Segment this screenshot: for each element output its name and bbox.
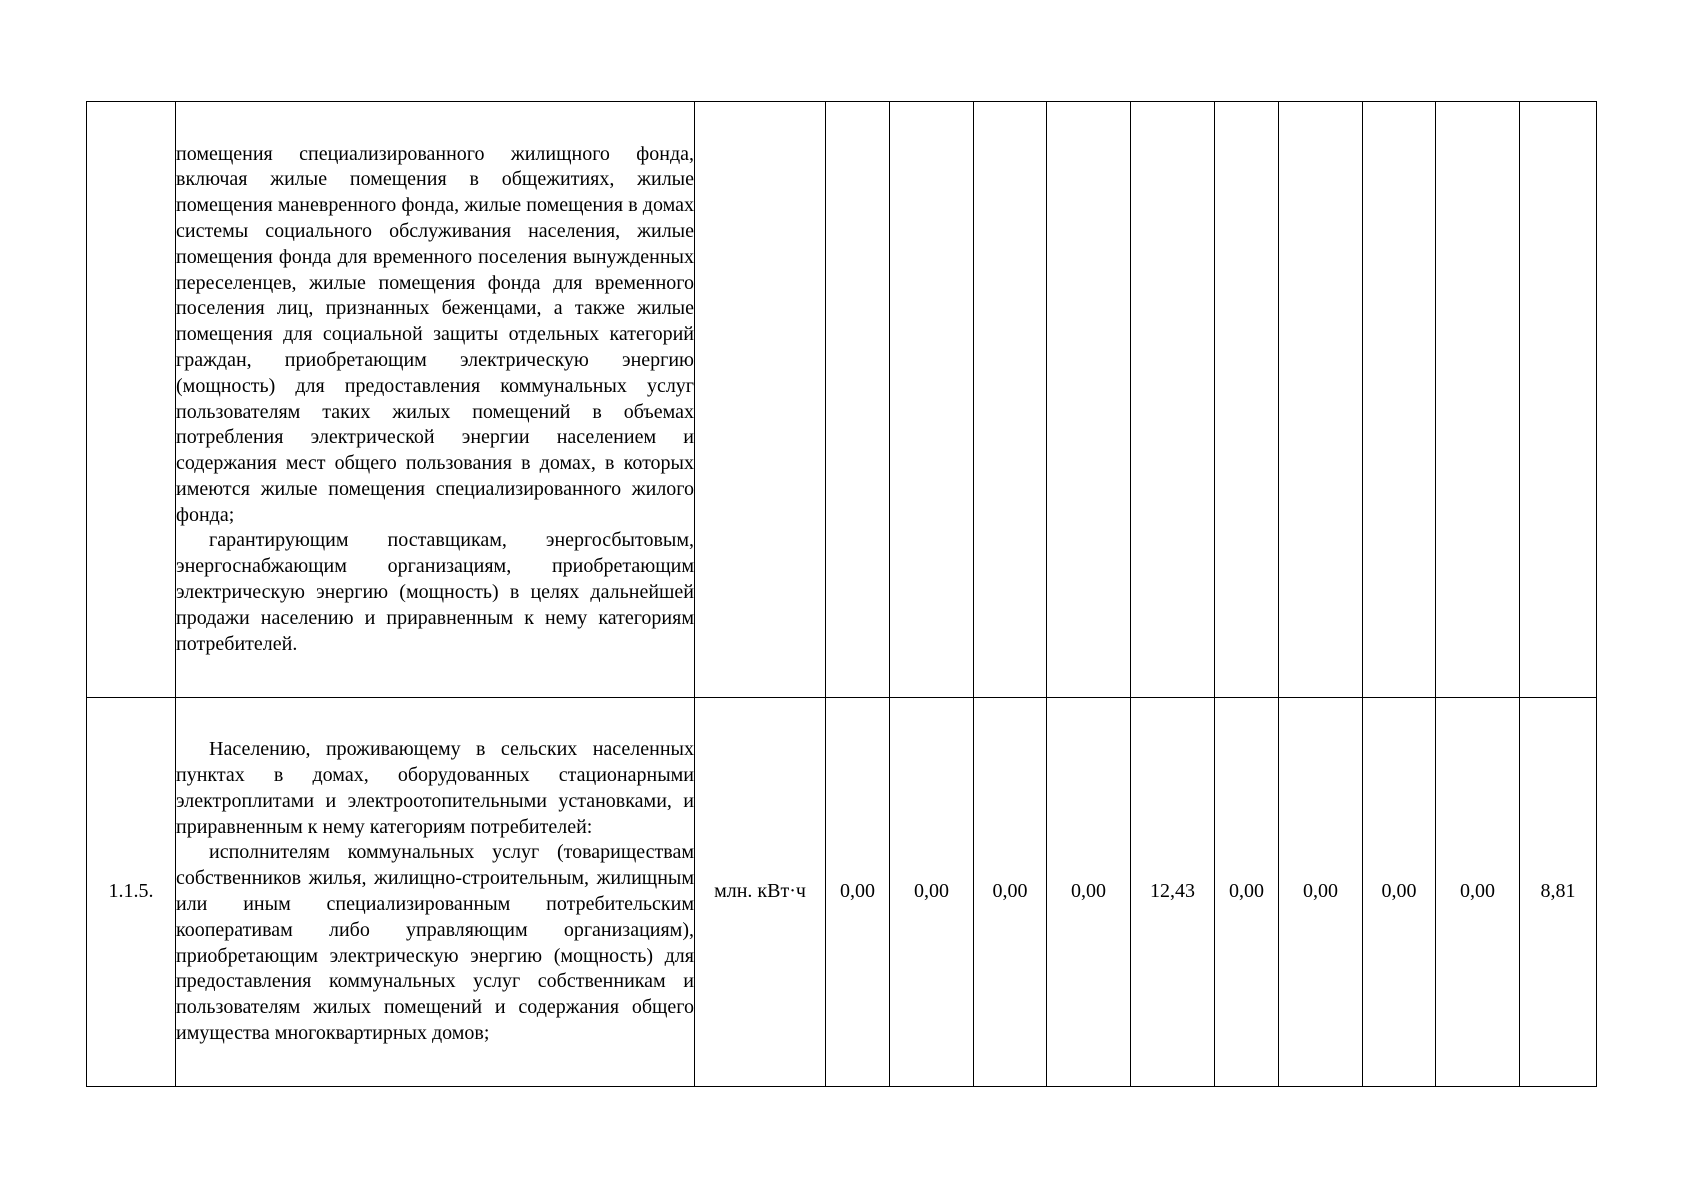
description-paragraph: Населению, проживающему в сельских населенных пунктах в домах, оборудованных стационарными электроплитами и электроотопительными установками, и приравненным к нему категориям потребителей: [176, 738, 694, 838]
value-cell: 0,00 [1047, 698, 1131, 1087]
value-cell: 0,00 [890, 698, 974, 1087]
value-cell: 0,00 [1363, 698, 1436, 1087]
description-paragraph: гарантирующим поставщикам, энергосбытовым, энергоснабжающим организациям, приобретающим электрическую энергию (мощность) в целях дальнейшей продажи населению и приравненным к нему категориям потребителей. [176, 529, 694, 655]
value-cell: 12,43 [1131, 698, 1215, 1087]
value-cell: 0,00 [826, 698, 890, 1087]
row-number [87, 102, 176, 698]
value-cell: 8,81 [1520, 698, 1597, 1087]
value-cell [1047, 102, 1131, 698]
value-cell: 0,00 [974, 698, 1047, 1087]
value-cell [1436, 102, 1520, 698]
value-cell [890, 102, 974, 698]
row-description [176, 102, 695, 698]
unit-cell: млн. кВт·ч [695, 698, 826, 1087]
value-cell [1520, 102, 1597, 698]
value-cell [826, 102, 890, 698]
description-paragraph: исполнителям коммунальных услуг (товариществам собственников жилья, жилищно-строительным, жилищным или иным специализированным потребительским кооперативам либо управляющим организациям), приобретающим электрическую энергию (мощность) для предоставления коммунальных услуг собственникам и пользователям жилых помещений и содержания общего имущества многоквартирных домов; [176, 841, 694, 1044]
value-cell [1215, 102, 1279, 698]
table-row [87, 102, 1597, 698]
value-cell [1279, 102, 1363, 698]
description-paragraph: помещения специализированного жилищного фонда, включая жилые помещения в общежитиях, жилые помещения маневренного фонда, жилые помещения в домах системы социального обслуживания населения, жилые помещения фонда для временного поселения вынужденных переселенцев, жилые помещения фонда для временного поселения лиц, признанных беженцами, а также жилые помещения для социальной защиты отдельных категорий граждан, приобретающим электрическую энергию (мощность) для предоставления коммунальных услуг пользователям таких жилых помещений в объемах потребления электрической энергии населением и содержания мест общего пользования в домах, в которых имеются жилые помещения специализированного жилого фонда; [176, 142, 694, 526]
value-cell: 0,00 [1436, 698, 1520, 1087]
value-cell: 0,00 [1215, 698, 1279, 1087]
tariff-table [86, 101, 1597, 1087]
value-cell [1363, 102, 1436, 698]
unit-cell [695, 102, 826, 698]
value-cell [1131, 102, 1215, 698]
table-row [87, 698, 1597, 1087]
value-cell: 0,00 [1279, 698, 1363, 1087]
value-cell [974, 102, 1047, 698]
row-number: 1.1.5. [87, 698, 176, 1087]
row-description [176, 698, 695, 1087]
